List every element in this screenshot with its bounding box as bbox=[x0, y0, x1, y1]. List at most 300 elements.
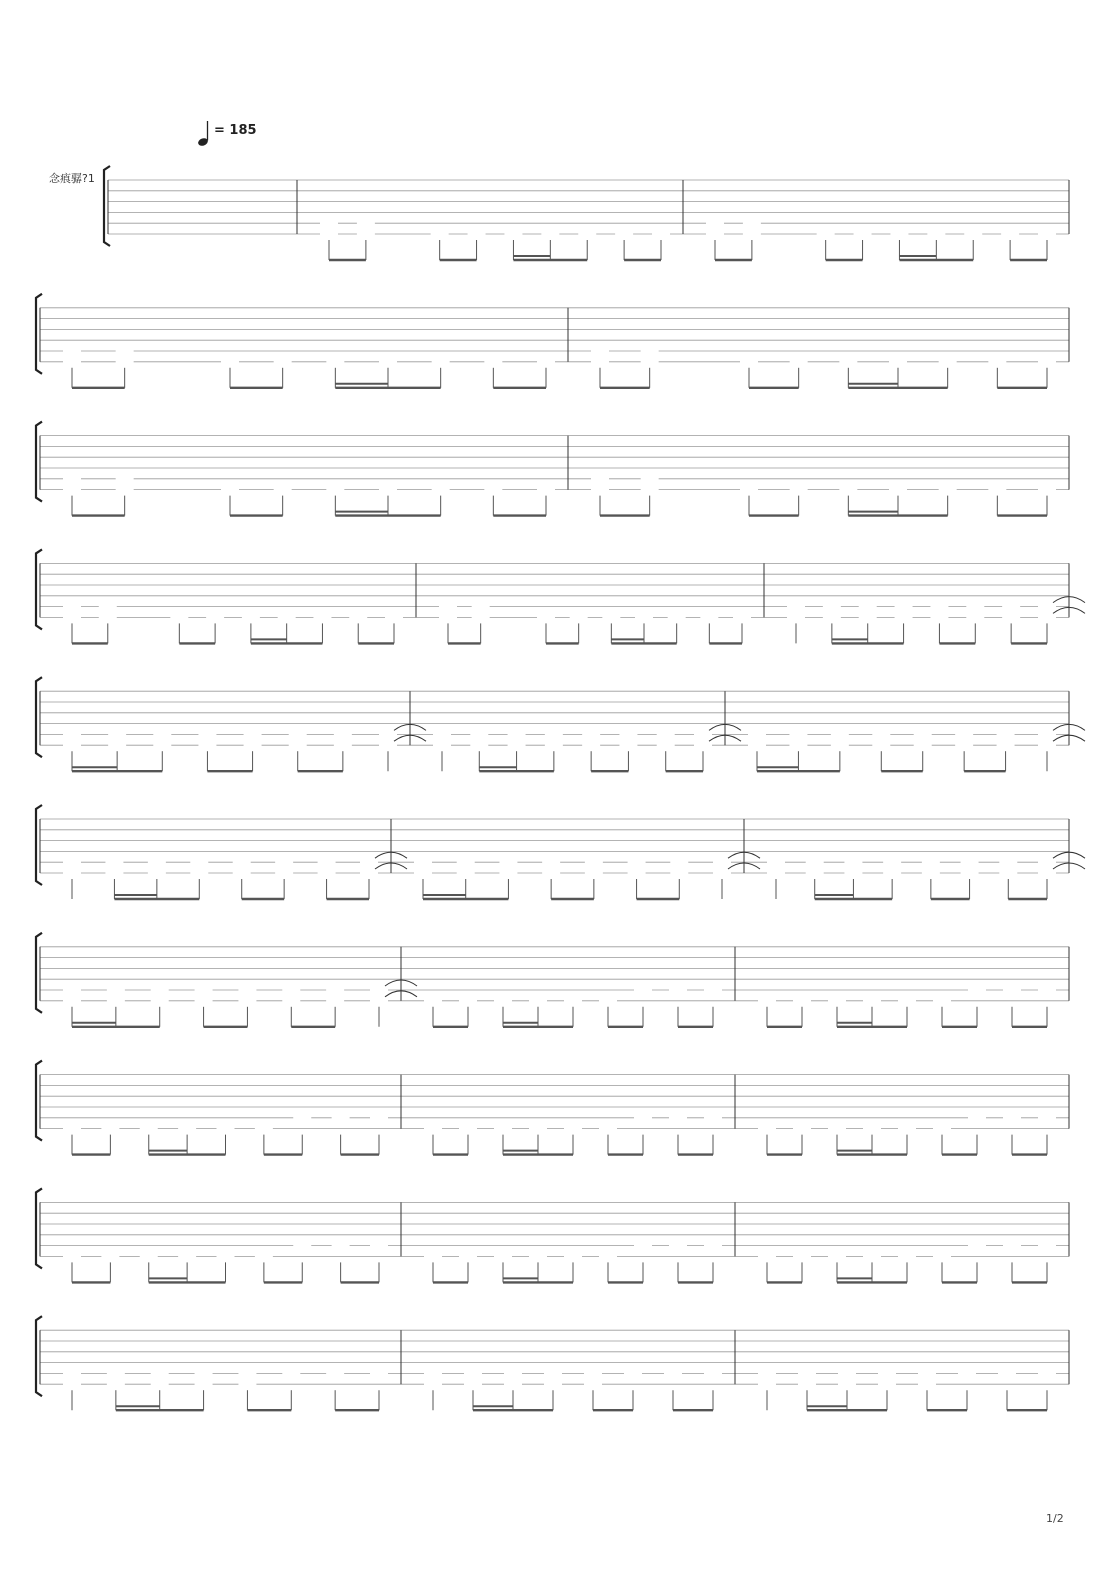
fret-backdrop bbox=[370, 1241, 388, 1252]
fret-backdrop bbox=[116, 485, 134, 496]
fret-backdrop bbox=[570, 612, 588, 623]
fret-backdrop bbox=[472, 602, 490, 613]
fret-backdrop bbox=[293, 1241, 311, 1252]
fret-backdrop bbox=[564, 996, 582, 1007]
fret-backdrop bbox=[170, 612, 188, 623]
fret-backdrop bbox=[641, 474, 659, 485]
fret-backdrop bbox=[385, 612, 403, 623]
fret-backdrop bbox=[63, 612, 81, 623]
fret-backdrop bbox=[930, 612, 948, 623]
fret-backdrop bbox=[713, 868, 731, 879]
fret-backdrop bbox=[326, 357, 344, 368]
fret-backdrop bbox=[221, 485, 239, 496]
fret-backdrop bbox=[326, 485, 344, 496]
fret-backdrop bbox=[504, 229, 522, 240]
fret-backdrop bbox=[898, 1251, 916, 1262]
fret-backdrop bbox=[370, 985, 388, 996]
fret-backdrop bbox=[1003, 1113, 1021, 1124]
fret-backdrop bbox=[670, 857, 688, 868]
fret-backdrop bbox=[544, 1368, 562, 1379]
fret-backdrop bbox=[238, 1379, 256, 1390]
fret-backdrop bbox=[499, 868, 517, 879]
fret-backdrop bbox=[883, 868, 901, 879]
tab-system bbox=[36, 677, 1085, 771]
fret-backdrop bbox=[758, 1379, 776, 1390]
fret-backdrop bbox=[669, 1113, 687, 1124]
fret-backdrop bbox=[839, 485, 857, 496]
fret-backdrop bbox=[63, 729, 81, 740]
fret-backdrop bbox=[255, 1124, 273, 1135]
fret-backdrop bbox=[988, 357, 1006, 368]
fret-backdrop bbox=[758, 1124, 776, 1135]
fret-backdrop bbox=[99, 612, 117, 623]
fret-backdrop bbox=[537, 612, 555, 623]
fret-backdrop bbox=[997, 740, 1015, 751]
fret-backdrop bbox=[838, 1368, 856, 1379]
fret-backdrop bbox=[379, 485, 397, 496]
fret-backdrop bbox=[414, 868, 432, 879]
page-number: 1/2 bbox=[1046, 1512, 1064, 1525]
fret-backdrop bbox=[823, 602, 841, 613]
fret-backdrop bbox=[883, 857, 901, 868]
fret-backdrop bbox=[151, 1368, 169, 1379]
fret-backdrop bbox=[217, 1124, 235, 1135]
fret-backdrop bbox=[195, 985, 213, 996]
fret-backdrop bbox=[933, 1124, 951, 1135]
fret-backdrop bbox=[789, 740, 807, 751]
fret-backdrop bbox=[198, 729, 216, 740]
fret-backdrop bbox=[1038, 729, 1056, 740]
fret-backdrop bbox=[424, 1124, 442, 1135]
fret-backdrop bbox=[1038, 612, 1056, 623]
fret-backdrop bbox=[966, 612, 984, 623]
fret-backdrop bbox=[431, 229, 449, 240]
fret-backdrop bbox=[101, 1251, 119, 1262]
fret-backdrop bbox=[63, 1124, 81, 1135]
fret-backdrop bbox=[494, 1251, 512, 1262]
fret-backdrop bbox=[63, 485, 81, 496]
fret-backdrop bbox=[63, 346, 81, 357]
fret-backdrop bbox=[961, 868, 979, 879]
fret-backdrop bbox=[470, 729, 488, 740]
fret-backdrop bbox=[529, 1124, 547, 1135]
fret-backdrop bbox=[694, 740, 712, 751]
fret-backdrop bbox=[101, 1124, 119, 1135]
fret-backdrop bbox=[591, 346, 609, 357]
fret-backdrop bbox=[439, 602, 457, 613]
fret-backdrop bbox=[898, 996, 916, 1007]
tab-system bbox=[36, 422, 1069, 516]
fret-backdrop bbox=[153, 740, 171, 751]
fret-backdrop bbox=[582, 729, 600, 740]
fret-backdrop bbox=[195, 1379, 213, 1390]
fret-backdrop bbox=[494, 1124, 512, 1135]
fret-backdrop bbox=[221, 357, 239, 368]
fret-backdrop bbox=[798, 1379, 816, 1390]
fret-backdrop bbox=[927, 229, 945, 240]
fret-backdrop bbox=[107, 985, 125, 996]
fret-backdrop bbox=[107, 996, 125, 1007]
fret-backdrop bbox=[582, 740, 600, 751]
fret-backdrop bbox=[326, 996, 344, 1007]
fret-backdrop bbox=[823, 612, 841, 623]
fret-backdrop bbox=[433, 740, 451, 751]
fret-backdrop bbox=[591, 357, 609, 368]
fret-backdrop bbox=[360, 868, 378, 879]
fret-backdrop bbox=[424, 996, 442, 1007]
fret-backdrop bbox=[1038, 229, 1056, 240]
fret-backdrop bbox=[918, 1368, 936, 1379]
fret-backdrop bbox=[1038, 985, 1056, 996]
fret-backdrop bbox=[63, 474, 81, 485]
fret-backdrop bbox=[326, 1368, 344, 1379]
fret-backdrop bbox=[274, 485, 292, 496]
fret-backdrop bbox=[541, 229, 559, 240]
fret-backdrop bbox=[233, 857, 251, 868]
fret-backdrop bbox=[828, 996, 846, 1007]
fret-backdrop bbox=[619, 740, 637, 751]
fret-backdrop bbox=[998, 1368, 1016, 1379]
fret-backdrop bbox=[706, 218, 724, 229]
fret-backdrop bbox=[275, 857, 293, 868]
fret-backdrop bbox=[289, 740, 307, 751]
fret-backdrop bbox=[1038, 857, 1056, 868]
fret-backdrop bbox=[872, 729, 890, 740]
fret-backdrop bbox=[1002, 602, 1020, 613]
fret-backdrop bbox=[484, 485, 502, 496]
fret-backdrop bbox=[740, 357, 758, 368]
fret-backdrop bbox=[933, 996, 951, 1007]
fret-backdrop bbox=[238, 1368, 256, 1379]
fret-backdrop bbox=[63, 1368, 81, 1379]
fret-backdrop bbox=[704, 985, 722, 996]
fret-backdrop bbox=[635, 612, 653, 623]
fret-backdrop bbox=[508, 729, 526, 740]
fret-backdrop bbox=[504, 1379, 522, 1390]
fret-backdrop bbox=[459, 996, 477, 1007]
fret-backdrop bbox=[863, 996, 881, 1007]
fret-backdrop bbox=[670, 868, 688, 879]
fret-backdrop bbox=[140, 1124, 158, 1135]
fret-backdrop bbox=[793, 996, 811, 1007]
fret-backdrop bbox=[743, 229, 761, 240]
fret-backdrop bbox=[313, 612, 331, 623]
fret-backdrop bbox=[585, 868, 603, 879]
fret-backdrop bbox=[529, 1251, 547, 1262]
fret-backdrop bbox=[178, 1124, 196, 1135]
fret-backdrop bbox=[664, 1368, 682, 1379]
fret-backdrop bbox=[326, 985, 344, 996]
fret-backdrop bbox=[238, 985, 256, 996]
fret-backdrop bbox=[116, 474, 134, 485]
fret-backdrop bbox=[424, 1251, 442, 1262]
fret-backdrop bbox=[544, 1379, 562, 1390]
fret-backdrop bbox=[233, 868, 251, 879]
fret-backdrop bbox=[602, 612, 620, 623]
fret-backdrop bbox=[968, 1113, 986, 1124]
fret-backdrop bbox=[641, 346, 659, 357]
fret-backdrop bbox=[1038, 485, 1056, 496]
fret-backdrop bbox=[195, 996, 213, 1007]
tab-system bbox=[36, 1188, 1069, 1282]
fret-backdrop bbox=[195, 1368, 213, 1379]
fret-backdrop bbox=[634, 1113, 652, 1124]
fret-backdrop bbox=[242, 612, 260, 623]
fret-backdrop bbox=[108, 740, 126, 751]
fret-backdrop bbox=[459, 1251, 477, 1262]
fret-backdrop bbox=[332, 1113, 350, 1124]
fret-backdrop bbox=[470, 740, 488, 751]
fret-backdrop bbox=[895, 612, 913, 623]
fret-backdrop bbox=[599, 996, 617, 1007]
fret-backdrop bbox=[863, 1124, 881, 1135]
fret-backdrop bbox=[1038, 1368, 1056, 1379]
fret-backdrop bbox=[922, 868, 940, 879]
tab-system bbox=[36, 549, 1085, 643]
fret-backdrop bbox=[504, 1368, 522, 1379]
fret-backdrop bbox=[282, 996, 300, 1007]
track-name: 念㾗骣?1 bbox=[49, 172, 95, 185]
fret-backdrop bbox=[790, 357, 808, 368]
fret-backdrop bbox=[63, 857, 81, 868]
fret-backdrop bbox=[706, 229, 724, 240]
fret-backdrop bbox=[293, 1113, 311, 1124]
fret-backdrop bbox=[379, 729, 397, 740]
fret-backdrop bbox=[878, 1368, 896, 1379]
fret-backdrop bbox=[99, 602, 117, 613]
fret-backdrop bbox=[733, 612, 751, 623]
fret-backdrop bbox=[370, 1368, 388, 1379]
fret-backdrop bbox=[740, 485, 758, 496]
fret-backdrop bbox=[472, 612, 490, 623]
fret-backdrop bbox=[806, 868, 824, 879]
fret-backdrop bbox=[844, 868, 862, 879]
fret-backdrop bbox=[748, 740, 766, 751]
fret-backdrop bbox=[1038, 1113, 1056, 1124]
fret-backdrop bbox=[379, 357, 397, 368]
fret-backdrop bbox=[628, 868, 646, 879]
fret-backdrop bbox=[599, 1251, 617, 1262]
fret-backdrop bbox=[153, 729, 171, 740]
fret-backdrop bbox=[872, 740, 890, 751]
fret-backdrop bbox=[379, 740, 397, 751]
fret-backdrop bbox=[433, 729, 451, 740]
fret-backdrop bbox=[898, 1124, 916, 1135]
fret-backdrop bbox=[668, 612, 686, 623]
fret-backdrop bbox=[817, 229, 835, 240]
fret-backdrop bbox=[641, 485, 659, 496]
fret-backdrop bbox=[484, 357, 502, 368]
fret-backdrop bbox=[564, 1251, 582, 1262]
fret-backdrop bbox=[542, 868, 560, 879]
fret-backdrop bbox=[854, 229, 872, 240]
tab-system bbox=[36, 294, 1069, 388]
fret-backdrop bbox=[584, 1368, 602, 1379]
fret-backdrop bbox=[964, 229, 982, 240]
fret-backdrop bbox=[63, 996, 81, 1007]
fret-backdrop bbox=[1038, 1241, 1056, 1252]
fret-backdrop bbox=[918, 1379, 936, 1390]
fret-backdrop bbox=[334, 740, 352, 751]
fret-backdrop bbox=[997, 729, 1015, 740]
fret-backdrop bbox=[217, 1251, 235, 1262]
fret-backdrop bbox=[206, 612, 224, 623]
tempo-label: = 185 bbox=[214, 123, 257, 138]
fret-backdrop bbox=[839, 357, 857, 368]
fret-backdrop bbox=[966, 602, 984, 613]
fret-backdrop bbox=[828, 1251, 846, 1262]
fret-backdrop bbox=[988, 485, 1006, 496]
fret-backdrop bbox=[282, 985, 300, 996]
fret-backdrop bbox=[599, 1124, 617, 1135]
fret-backdrop bbox=[63, 357, 81, 368]
fret-backdrop bbox=[432, 485, 450, 496]
fret-backdrop bbox=[767, 868, 785, 879]
tempo-marking bbox=[197, 121, 256, 147]
fret-backdrop bbox=[107, 1379, 125, 1390]
fret-backdrop bbox=[615, 229, 633, 240]
fret-backdrop bbox=[529, 996, 547, 1007]
fret-backdrop bbox=[63, 1251, 81, 1262]
fret-backdrop bbox=[275, 868, 293, 879]
fret-backdrop bbox=[116, 357, 134, 368]
fret-backdrop bbox=[863, 1251, 881, 1262]
fret-backdrop bbox=[63, 868, 81, 879]
fret-backdrop bbox=[459, 1124, 477, 1135]
fret-backdrop bbox=[63, 985, 81, 996]
fret-backdrop bbox=[641, 357, 659, 368]
fret-backdrop bbox=[255, 1251, 273, 1262]
fret-backdrop bbox=[494, 996, 512, 1007]
fret-backdrop bbox=[318, 857, 336, 868]
fret-backdrop bbox=[939, 485, 957, 496]
fret-backdrop bbox=[999, 857, 1017, 868]
fret-backdrop bbox=[424, 1379, 442, 1390]
fret-backdrop bbox=[634, 985, 652, 996]
fret-backdrop bbox=[1002, 612, 1020, 623]
fret-backdrop bbox=[889, 357, 907, 368]
fret-backdrop bbox=[464, 1379, 482, 1390]
fret-backdrop bbox=[537, 357, 555, 368]
fret-backdrop bbox=[537, 485, 555, 496]
fret-backdrop bbox=[148, 857, 166, 868]
fret-backdrop bbox=[748, 729, 766, 740]
fret-backdrop bbox=[357, 229, 375, 240]
fret-backdrop bbox=[499, 857, 517, 868]
fret-backdrop bbox=[508, 740, 526, 751]
fret-backdrop bbox=[895, 602, 913, 613]
tab-system bbox=[104, 166, 1069, 260]
fret-backdrop bbox=[790, 485, 808, 496]
fret-backdrop bbox=[793, 1124, 811, 1135]
fret-backdrop bbox=[318, 868, 336, 879]
fret-backdrop bbox=[151, 985, 169, 996]
fret-backdrop bbox=[564, 1124, 582, 1135]
fret-backdrop bbox=[758, 1368, 776, 1379]
fret-backdrop bbox=[828, 1124, 846, 1135]
fret-backdrop bbox=[831, 729, 849, 740]
fret-backdrop bbox=[878, 1379, 896, 1390]
fret-backdrop bbox=[542, 857, 560, 868]
fret-backdrop bbox=[63, 1379, 81, 1390]
fret-backdrop bbox=[360, 857, 378, 868]
fret-backdrop bbox=[1038, 868, 1056, 879]
fret-backdrop bbox=[457, 868, 475, 879]
fret-backdrop bbox=[890, 229, 908, 240]
fret-backdrop bbox=[1038, 602, 1056, 613]
fret-backdrop bbox=[859, 612, 877, 623]
fret-backdrop bbox=[787, 602, 805, 613]
fret-backdrop bbox=[1003, 985, 1021, 996]
fret-backdrop bbox=[889, 485, 907, 496]
fret-backdrop bbox=[930, 602, 948, 613]
fret-backdrop bbox=[238, 996, 256, 1007]
fret-backdrop bbox=[669, 1241, 687, 1252]
fret-backdrop bbox=[584, 1379, 602, 1390]
tab-system bbox=[36, 805, 1085, 899]
fret-backdrop bbox=[787, 612, 805, 623]
fret-backdrop bbox=[961, 857, 979, 868]
fret-backdrop bbox=[545, 740, 563, 751]
fret-backdrop bbox=[457, 857, 475, 868]
fret-backdrop bbox=[914, 740, 932, 751]
fret-backdrop bbox=[105, 857, 123, 868]
fret-backdrop bbox=[922, 857, 940, 868]
systems bbox=[36, 166, 1085, 1410]
fret-backdrop bbox=[624, 1368, 642, 1379]
fret-backdrop bbox=[704, 1241, 722, 1252]
fret-backdrop bbox=[320, 218, 338, 229]
fret-backdrop bbox=[955, 740, 973, 751]
fret-backdrop bbox=[148, 868, 166, 879]
fret-backdrop bbox=[1003, 1241, 1021, 1252]
fret-backdrop bbox=[628, 857, 646, 868]
fret-backdrop bbox=[63, 602, 81, 613]
fret-backdrop bbox=[414, 857, 432, 868]
fret-backdrop bbox=[704, 1368, 722, 1379]
fret-backdrop bbox=[198, 740, 216, 751]
fret-backdrop bbox=[758, 1251, 776, 1262]
fret-backdrop bbox=[585, 857, 603, 868]
fret-backdrop bbox=[958, 1368, 976, 1379]
fret-backdrop bbox=[831, 740, 849, 751]
fret-backdrop bbox=[968, 1241, 986, 1252]
fret-backdrop bbox=[439, 612, 457, 623]
fret-backdrop bbox=[999, 868, 1017, 879]
fret-backdrop bbox=[1038, 740, 1056, 751]
fret-backdrop bbox=[657, 740, 675, 751]
fret-backdrop bbox=[939, 357, 957, 368]
fret-backdrop bbox=[789, 729, 807, 740]
fret-backdrop bbox=[859, 602, 877, 613]
fret-backdrop bbox=[955, 729, 973, 740]
fret-backdrop bbox=[357, 218, 375, 229]
fret-backdrop bbox=[1038, 357, 1056, 368]
fret-backdrop bbox=[278, 612, 296, 623]
fret-backdrop bbox=[743, 218, 761, 229]
fret-backdrop bbox=[634, 1241, 652, 1252]
fret-backdrop bbox=[349, 612, 367, 623]
fret-backdrop bbox=[700, 612, 718, 623]
fret-backdrop bbox=[432, 357, 450, 368]
fret-backdrop bbox=[806, 857, 824, 868]
fret-backdrop bbox=[178, 1251, 196, 1262]
fret-backdrop bbox=[713, 857, 731, 868]
fret-backdrop bbox=[244, 729, 262, 740]
fret-backdrop bbox=[370, 996, 388, 1007]
fret-backdrop bbox=[464, 1368, 482, 1379]
fret-backdrop bbox=[108, 729, 126, 740]
